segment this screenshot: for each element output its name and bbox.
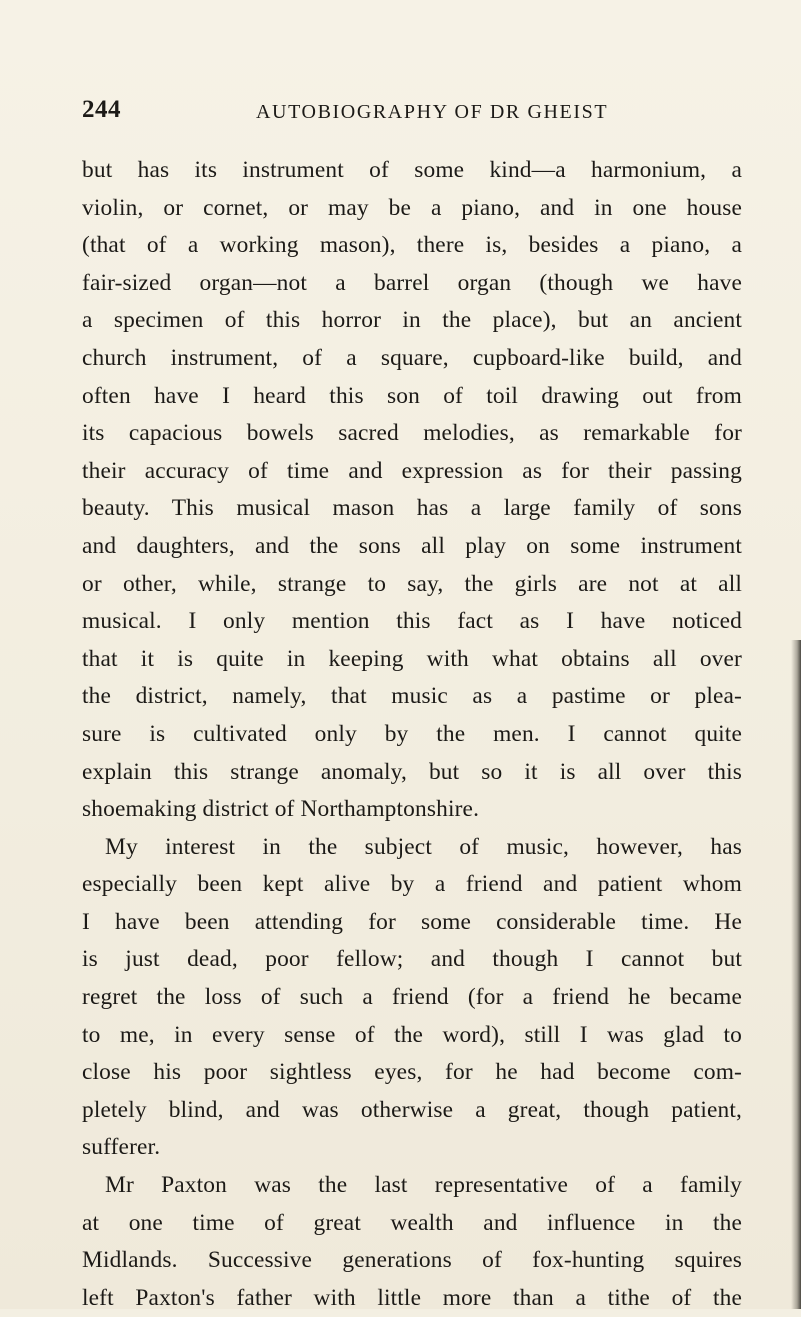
text-line: a specimen of this horror in the place), but an ancient xyxy=(82,307,742,334)
text-line: but has its instrument of some kind—a harmonium, a xyxy=(82,157,742,183)
paragraph-first-line: Mr Paxton was the last representative of a family xyxy=(105,1172,742,1199)
text-line: church instrument, of a square, cupboard-like build, and xyxy=(82,344,742,371)
text-line: its capacious bowels sacred melodies, as remarkable for xyxy=(82,420,742,447)
text-line: regret the loss of such a friend (for a friend he became xyxy=(82,984,742,1011)
text-line: that it is quite in keeping with what obtains all over xyxy=(82,645,742,672)
body-text xyxy=(82,152,742,1317)
text-line: Midlands. Successive generations of fox-hunting squires xyxy=(82,1247,742,1274)
text-line: violin, or cornet, or may be a piano, and in one house xyxy=(82,194,742,221)
text-line: musical. I only mention this fact as I have noticed xyxy=(82,608,742,635)
text-line: pletely blind, and was otherwise a great, though patient, xyxy=(82,1096,742,1123)
text-line: left Paxton's father with little more than a tithe of the xyxy=(82,1284,742,1311)
text-line: fair-sized organ—not a barrel organ (though we have xyxy=(82,269,742,296)
text-line: or other, while, strange to say, the girls are not at all xyxy=(82,570,742,597)
text-line: explain this strange anomaly, but so it is all over this xyxy=(82,758,742,785)
text-line: and daughters, and the sons all play on some instrument xyxy=(82,532,742,559)
page-number: 244 xyxy=(82,96,121,123)
text-line: sufferer. xyxy=(82,1134,161,1161)
running-head xyxy=(82,96,742,130)
page-edge-shadow xyxy=(791,640,801,1309)
text-line: beauty. This musical mason has a large family of sons xyxy=(82,495,742,522)
text-line: their accuracy of time and expression as for their passing xyxy=(82,457,742,484)
text-line: sure is cultivated only by the men. I cannot quite xyxy=(82,720,742,747)
text-line: the district, namely, that music as a pastime or plea- xyxy=(82,683,742,710)
text-line: is just dead, poor fellow; and though I cannot but xyxy=(82,946,742,973)
text-line: I have been attending for some considerable time. He xyxy=(82,908,742,935)
text-line: (that of a working mason), there is, besides a piano, a xyxy=(82,232,742,259)
running-title: AUTOBIOGRAPHY OF DR GHEIST xyxy=(256,101,609,123)
paragraph-first-line: My interest in the subject of music, however, has xyxy=(105,833,742,860)
text-line: shoemaking district of Northamptonshire. xyxy=(82,796,480,823)
text-line: at one time of great wealth and influence in the xyxy=(82,1209,742,1236)
text-line: close his poor sightless eyes, for he had become com- xyxy=(82,1059,742,1086)
text-line: especially been kept alive by a friend and patient whom xyxy=(82,871,742,898)
text-line: often have I heard this son of toil drawing out from xyxy=(82,382,742,409)
text-line: to me, in every sense of the word), still I was glad to xyxy=(82,1021,742,1048)
